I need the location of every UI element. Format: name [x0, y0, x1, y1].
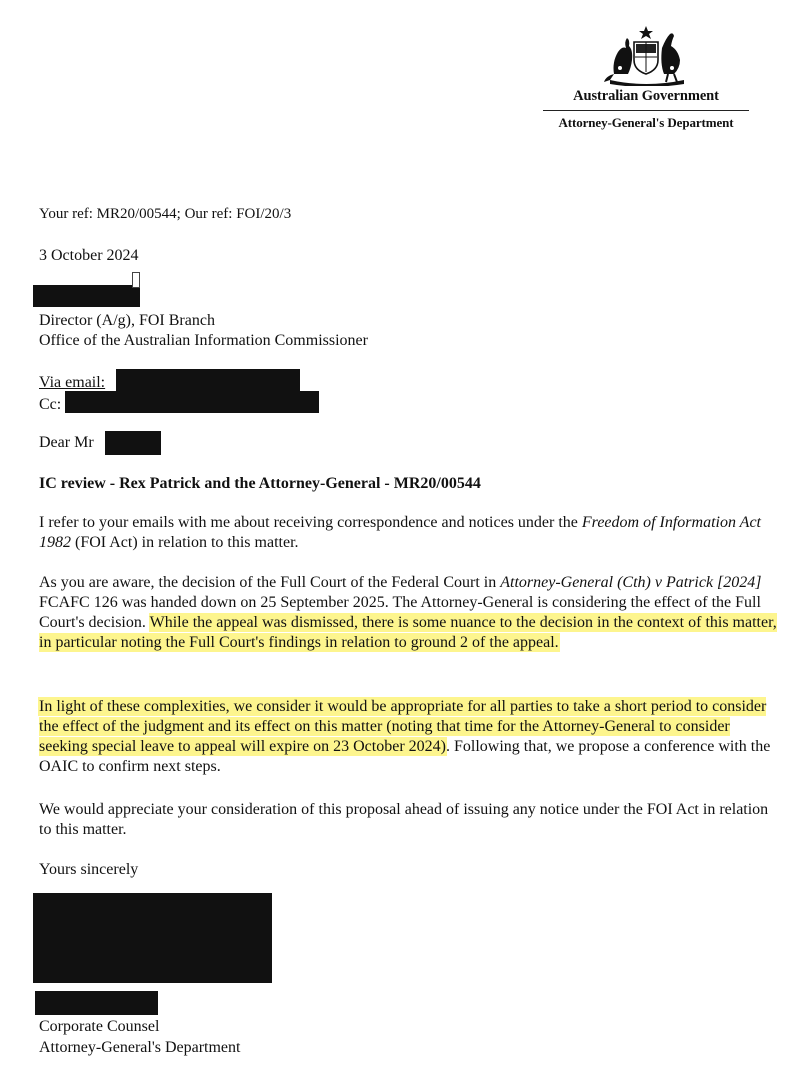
- redacted-email-address: [116, 369, 300, 391]
- recipient-office: Office of the Australian Information Commissioner: [39, 332, 368, 349]
- text-cursor-icon: [132, 272, 140, 288]
- letterhead-divider: [543, 110, 749, 111]
- government-title: Australian Government: [573, 88, 719, 104]
- paragraph-2: As you are aware, the decision of the Full Court of the Federal Court in Attorney-General (Cth) v Patrick [2024] FCAFC 126 was handed down on 25 September 2025. The Attorney-General is considering the effect of the Full Court's decision. While the appeal was dismissed, there is some nuance to the decision in the context of this matter, in particular noting the Full Court's findings in relation to ground 2 of the appeal.: [39, 574, 777, 651]
- redacted-signature: [33, 893, 272, 983]
- paragraph-4: We would appreciate your consideration of this proposal ahead of issuing any notice under the FOI Act in relation to this matter.: [39, 801, 769, 838]
- cc-label: Cc:: [39, 396, 62, 413]
- paragraph-3: In light of these complexities, we consider it would be appropriate for all parties to take a short period to consider the effect of the judgment and its effect on this matter (noting that time for the Attorney-General to consider seeking special leave to appeal will expire on 23 October 2024). Following that, we propose a conference with the OAIC to confirm next steps.: [39, 698, 771, 775]
- signatory-department: Attorney-General's Department: [39, 1039, 241, 1056]
- letter-subject: IC review - Rex Patrick and the Attorney-General - MR20/00544: [39, 475, 481, 492]
- reference-line: Your ref: MR20/00544; Our ref: FOI/20/3: [39, 206, 292, 222]
- signatory-role: Corporate Counsel: [39, 1018, 160, 1035]
- commonwealth-coat-of-arms-icon: [600, 24, 692, 86]
- via-email-label: Via email:: [39, 374, 106, 391]
- salutation: Dear Mr: [39, 434, 94, 451]
- letter-date: 3 October 2024: [39, 247, 139, 264]
- redacted-cc-address: [65, 391, 319, 413]
- redacted-recipient-name: [33, 285, 140, 307]
- letterhead: [536, 24, 756, 131]
- highlighted-text: While the appeal was dismissed, there is some nuance to the decision in the context of this matter, in particular noting the Full Court's findings in relation to ground 2 of the appeal.: [39, 614, 777, 651]
- recipient-title: Director (A/g), FOI Branch: [39, 312, 215, 329]
- paragraph-1: I refer to your emails with me about receiving correspondence and notices under the Freedom of Information Act 1982 (FOI Act) in relation to this matter.: [39, 514, 761, 551]
- closing: Yours sincerely: [39, 861, 139, 878]
- redacted-signatory-name: [35, 991, 158, 1015]
- redacted-salutation-name: [105, 431, 161, 455]
- department-title: Attorney-General's Department: [558, 115, 734, 130]
- highlighted-text: In light of these complexities, we consider it would be appropriate for all parties to take a short period to consider the effect of the judgment and its effect on this matter (noting that time for the Attorney-General to consider seeking special leave to appeal will expire on 23 October 2024): [39, 698, 767, 755]
